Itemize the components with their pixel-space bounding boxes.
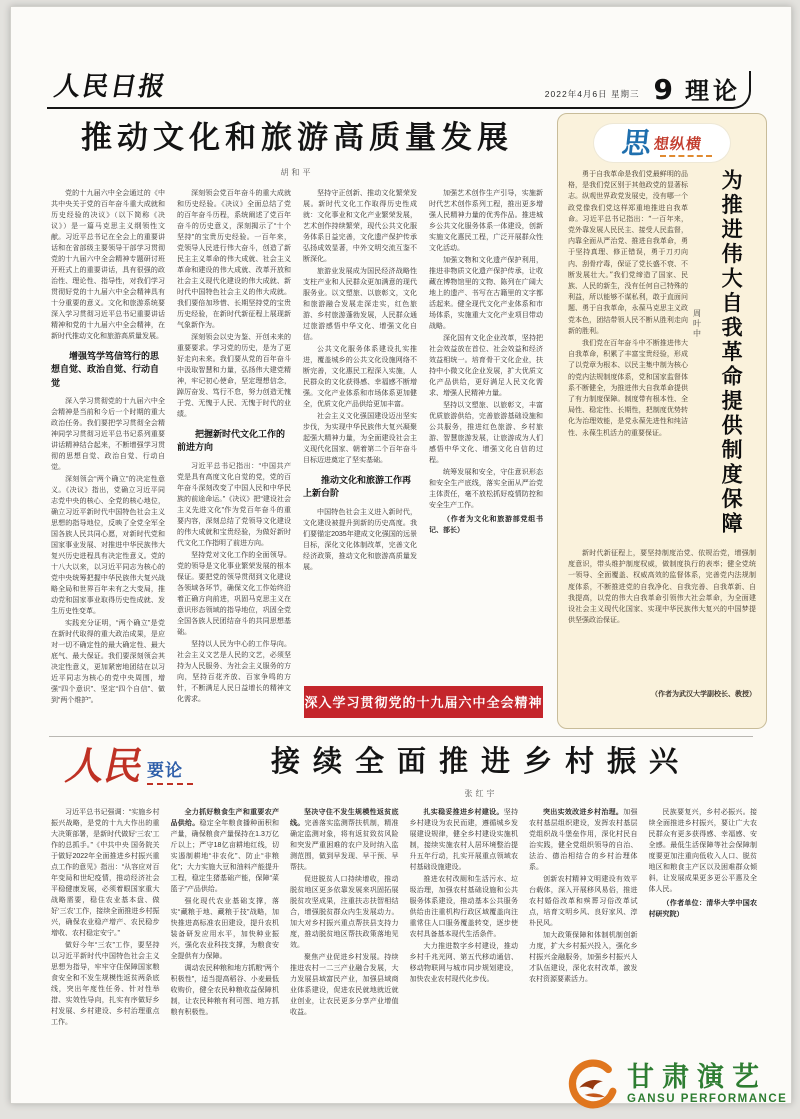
masthead [47,63,755,109]
body-paragraph: 大力推进数字乡村建设，推动乡村千兆光网、第五代移动通信、移动物联网与城市同步规划建设，加快农业农村现代化步伐。 [409,943,518,983]
body-paragraph: 调动农民种粮和地方抓粮“两个积极性”，适当提高稻谷、小麦最低收购价，健全农民种粮收益保障机制，让农民种粮有利可图、地方抓粮有积极性。 [170,965,279,1016]
body-paragraph: 习近平总书记强调：“实施乡村振兴战略，是党的十九大作出的重大决策部署，是新时代做好‘三农’工作的总抓手。”《中共中央 国务院关于做好2022年全面推进乡村振兴重点工作的意见》指出：“从容应对百年变局和世纪疫情，推动经济社会平稳健康发展，必须着眼国家重大战略需要，稳住农业基本盘、做好‘三农’工作，接续全面推进乡村振兴，确保农业稳产增产、农民稳步增收、农村稳定安宁。” [51,809,160,937]
section-divider [49,736,753,737]
body-paragraph: 坚持守正创新、推动文化繁荣发展。新时代文化工作取得历史性成就：文化事业和文化产业繁荣发展，艺术创作持续繁荣，现代公共文化服务体系日益完善，文化遗产保护传承弘扬成效显著，中外文明交流互鉴不断深化。 [303,189,417,263]
theme-banner: 深入学习贯彻党的十九届六中全会精神 [304,686,543,718]
column-logo [594,124,730,162]
sidebar-title-wrap [706,169,756,541]
text-column [290,807,399,1071]
gansu-performance-logo-icon [563,1055,621,1113]
sidebar-vertical-title: 为推进伟大自我革命提供制度保障 [719,169,744,537]
body-paragraph: 促进脱贫人口持续增收，推动脱贫地区更多依靠发展来巩固拓展脱贫攻坚成果，注重扶志扶智相结合，增强脱贫群众内生发展动力。加大对乡村振兴重点帮扶县支持力度，推动脱贫地区帮扶政策落地见效。 [290,876,399,949]
body-paragraph: 旅游业发展成为国民经济战略性支柱产业和人民群众更加满意的现代服务业。以文塑旅、以旅彰文，文化和旅游融合发展走深走实，红色旅游、乡村旅游蓬勃发展，人民群众通过旅游感悟中华文化、增强文化自信。 [303,267,417,341]
paragraph-lead: 扎实稳妥推进乡村建设。 [423,809,504,816]
body-paragraph: 深刻领会以史为鉴、开创未来的重要要求。学习党的历史，是为了更好走向未来。我们要从党的百年奋斗中汲取智慧和力量，弘扬伟大建党精神，牢记初心使命，坚定理想信念，踔厉奋发、笃行不怠，努力创造无愧于党、无愧于人民、无愧于时代的业绩。 [177,333,291,418]
gansu-performance-watermark [563,1049,800,1119]
author-attribution: （作者为文化和旅游部党组书记、部长） [429,515,543,534]
sidebar-vertical-author: 周叶中 [692,309,702,339]
paragraph-lead: 坚决守住不发生规模性返贫底线。 [290,809,399,827]
body-paragraph: 聚焦产业促进乡村发展。持续推进农村一二三产业融合发展，大力发展县域富民产业，加强县域商业体系建设，促进农民就地就近就业创业，让农民更多分享产业增值收益。 [290,954,399,1016]
column-subhead: 推动文化和旅游工作再上新台阶 [303,474,412,499]
watermark-text [627,1063,787,1106]
body-paragraph: 深化国有文化企业改革，坚持把社会效益放在首位、社会效益和经济效益相统一。培育骨干文化企业，扶持中小微文化企业发展，扩大优质文化产品供给，更好满足人民文化需求、增强人民精神力量。 [429,334,543,397]
bottom-article-title: 接续全面推进乡村振兴 [270,744,691,778]
text-column [51,807,160,1071]
body-paragraph: 加强艺术创作生产引导，实施新时代艺术创作系列工程，推出更多增强人民精神力量的优秀作品。推进城乡公共文化服务体系一体建设，创新实施文化惠民工程，广泛开展群众性文化活动。 [429,189,543,252]
column-logo-rest: 想纵横 [652,134,703,153]
watermark-name-cn: 甘肃演艺 [627,1061,767,1093]
text-column [303,188,417,636]
body-paragraph: 加强文物和文化遗产保护利用，推进非物质文化遗产保护传承，让收藏在博物馆里的文物、陈列在广阔大地上的遗产、书写在古籍里的文字都活起来。健全现代文化产业体系和市场体系，实施重大文化产业项目带动战略。 [429,256,543,330]
sidebar-column-box [557,113,767,729]
pm-logo-red-part: 人民 [62,743,148,788]
body-paragraph: 推进农村改厕和生活污水、垃圾治理，加强农村基础设施和公共服务体系建设，推动基本公共服务供给由注重机构行政区域覆盖向注重常住人口服务覆盖转变，逐步使农村具备基本现代生活条件。 [409,876,518,938]
text-column [177,188,291,720]
newspaper-page [10,6,792,1104]
text-column [171,807,280,1071]
sidebar-text-column [568,169,688,541]
sidebar-attribution: （作者为武汉大学副校长、教授） [651,689,756,698]
masthead-meta [544,73,741,106]
top-article-byline: 胡和平 [280,167,314,177]
body-paragraph: 坚持党对文化工作的全面领导。党的领导是文化事业繁荣发展的根本保证。要把党的领导贯彻到文化建设各领域各环节，确保文化工作始终沿着正确方向前进，巩固马克思主义在意识形态领域的指导地位，巩固全党全国各族人民团结奋斗的共同思想基础。 [177,551,291,636]
text-column [649,807,758,1071]
top-article-title: 推动文化和旅游高质量发展 [81,120,513,156]
body-paragraph: 坚决守住不发生规模性返贫底线。完善落实监测帮扶机制，精准确定监测对象，将有返贫致贫风险和突发严重困难的农户及时纳入监测范围，做到早发现、早干预、早帮扶。 [290,809,399,871]
body-paragraph: 扎实稳妥推进乡村建设。坚持乡村建设为农民而建，遵循城乡发展建设规律，健全乡村建设实施机制，接续实施农村人居环境整治提升五年行动，扎实开展重点领域农村基础设施建设。 [409,809,518,871]
sidebar-lower-text [568,548,756,684]
body-paragraph: 实践充分证明，“两个确立”是党在新时代取得的重大政治成果，是应对一切不确定性的最大确定性、最大底气、最大保证。我们要深刻领会其决定性意义，更加紧密地团结在以习近平同志为核心的党中央周围，增强“四个意识”、坚定“四个自信”、做到“两个维护”。 [51,620,165,705]
body-paragraph: 深刻领会“两个确立”的决定性意义。《决议》指出，党确立习近平同志党中央的核心、全党的核心地位，确立习近平新时代中国特色社会主义思想的指导地位，反映了全党全军全国各族人民共同心愿，对新时代党和国家事业发展、对推进中华民族伟大复兴历史进程具有决定性意义。党的十八大以来，以习近平同志为核心的党中央统筹把握中华民族伟大复兴战略全局和世界百年未有之大变局，推动党和国家事业取得历史性成就、发生历史性变革。 [51,476,165,616]
body-paragraph: 勇于自我革命是我们党最鲜明的品格，是我们党区别于其他政党的显著标志。纵观世界政党发展史，没有哪一个政党像我们党这样郑重地推进自我革命。习近平总书记指出：“一百年来，党外靠发展人民民主、接受人民监督，内靠全面从严治党、推进自我革命，勇于坚持真理、修正错误，勇于刀刃向内、刮骨疗毒，保证了党长盛不衰、不断发展壮大。”我们党缔造了国家、民族、人民的新生，没有任何自己特殊的利益，所以能够不谋私利，敢于直面问题、勇于自我革命，永葆马克思主义政党本色，团结带领人民不断从胜利走向新的胜利。 [568,170,688,335]
author-attribution: （作者单位：清华大学中国农村研究院） [648,900,757,918]
body-paragraph: 强化现代农业基础支撑，落实“藏粮于地、藏粮于技”战略，加快推进高标准农田建设，提升农机装备研发应用水平，加快种业振兴，强化农业科技支撑，为粮食安全提供有力保障。 [170,898,279,960]
text-column [410,807,519,1071]
pm-logo-blue-part: 要论 [147,761,184,781]
bottom-article-byline: 张红宇 [464,789,498,798]
issue-date: 2022年4月6日 星期三 [544,89,640,99]
body-paragraph: 坚持以人民为中心的工作导向。社会主义文艺是人民的文艺，必须坚持为人民服务、为社会主义服务的方向，坚持百花齐放、百家争鸣的方针，不断满足人民日益增长的精神文化需求。 [177,640,291,703]
watermark-name-en: GANSU PERFORMANCE [627,1093,788,1106]
body-paragraph: 公共文化服务体系建设扎实推进，覆盖城乡的公共文化设施网络不断完善，文化惠民工程深入实施，人民群众的文化获得感、幸福感不断增强。文化产业体系和市场体系更加健全，优质文化产品供给更加丰富。 [303,345,417,408]
body-paragraph: 统筹发展和安全，守住意识形态和安全生产底线，落实全面从严治党主体责任，毫不放松抓好疫情防控和安全生产工作。 [429,468,543,509]
text-column [51,188,165,720]
column-logo-first-char: 思 [620,125,654,160]
body-paragraph: 社会主义文化强国建设迈出坚实步伐，为实现中华民族伟大复兴凝聚起强大精神力量，为全面建设社会主义现代化国家、朝着第二个百年奋斗目标迈进奠定了坚实基础。 [303,412,417,464]
top-article [51,119,543,720]
body-paragraph: 突出实效改进乡村治理。加强农村基层组织建设，发挥农村基层党组织战斗堡垒作用，深化村民自治实践，健全党组织领导的自治、法治、德治相结合的乡村治理体系。 [529,809,638,871]
body-paragraph: 加大政策保障和体制机制创新力度，扩大乡村振兴投入，强化乡村振兴金融服务，加强乡村振兴人才队伍建设，深化农村改革，激发农村资源要素活力。 [529,932,638,983]
body-paragraph: 习近平总书记指出：“中国共产党是具有高度文化自觉的党，党的百年奋斗深刻改变了中国人民和中华民族的前途命运。”《决议》把“建设社会主义先进文化”作为党百年奋斗的重要内容，深刻总结了党领导文化建设的伟大成就和宝贵经验，为做好新时代文化工作指明了前进方向。 [177,462,291,547]
section-name: 理论 [685,77,741,105]
body-paragraph: 做好今年“三农”工作，要坚持以习近平新时代中国特色社会主义思想为指导，牢牢守住保障国家粮食安全和不发生规模性返贫两条底线，突出年度性任务、针对性举措、实效性导向，扎实有序做好乡村发展、乡村建设、乡村治理重点工作。 [51,942,160,1026]
body-paragraph: 中国特色社会主义进入新时代，文化建设被提升到新的历史高度。我们要锚定2035年建成文化强国的远景目标，深化文化体制改革，完善文化经济政策，推动文化和旅游高质量发展。 [303,508,417,571]
body-paragraph: 全力抓好粮食生产和重要农产品供给。稳定全年粮食播种面积和产量，确保粮食产量保持在1.3万亿斤以上；严守18亿亩耕地红线，切实遏制耕地“非农化”、防止“非粮化”；大力实施大豆和油料产能提升工程，稳定生猪基础产能，保障“菜篮子”产品供给。 [170,809,279,893]
bottom-article-columns [51,807,757,1071]
pm-column-logo [62,743,257,799]
page-number: 9 [653,73,673,106]
body-paragraph: 我们党在百年奋斗中不断推进伟大自我革命，积累了丰富宝贵经验，形成了以党章为根本、以民主集中制为核心的党内法规制度体系，党和国家监督体系不断健全，为推进伟大自我革命提供了有力制度保障。制度带有根本性、全局性、稳定性、长期性，把制度优势转化为治理效能，是党永葆先进性和纯洁性、永葆生机活力的重要保证。 [568,339,688,437]
paper-name-logo: 人民日报 [51,72,170,102]
body-paragraph: 深刻领会党百年奋斗的重大成就和历史经验。《决议》全面总结了党的百年奋斗历程，系统阐述了党百年奋斗的历史意义，深刻揭示了“十个坚持”的宝贵历史经验。一百年来，党领导人民进行伟大奋斗，创造了新民主主义革命的伟大成就、社会主义革命和建设的伟大成就、改革开放和社会主义现代化建设的伟大成就、新时代中国特色社会主义的伟大成就。我们要倍加珍惜、长期坚持党的宝贵历史经验，在新时代新征程上展现新气象新作为。 [177,189,291,329]
body-paragraph: 新时代新征程上，要坚持制度治党、依规治党，增强制度意识，带头维护制度权威，做制度执行的表率；健全党统一领导、全面覆盖、权威高效的监督体系，完善党内法规制度体系，不断推进党的自我净化、自我完善、自我革新、自我提高，以党的伟大自我革命引领伟大社会革命，为全面建设社会主义现代化国家、实现中华民族伟大复兴的中国梦提供坚强政治保证。 [568,549,756,625]
top-article-columns [51,188,543,720]
text-column [429,188,543,636]
text-column [529,807,638,1071]
body-paragraph: 创新农村精神文明建设有效平台载体，深入开展移风易俗，推进农村婚俗改革和殡葬习俗改革试点，培育文明乡风、良好家风、淳朴民风。 [529,876,638,927]
column-subhead: 增强笃学笃信笃行的思想自觉、政治自觉、行动自觉 [51,350,160,388]
body-paragraph: 党的十九届六中全会通过的《中共中央关于党的百年奋斗重大成就和历史经验的决议》（以下简称《决议》）是一篇马克思主义纲领性文献。习近平总书记在全会上的重要讲话和在省部级主要领导干部学习贯彻党的十九届六中全会精神专题研讨班开班式上的重要讲话，具有很强的政治性、理论性、指导性，对我们学习贯彻好党的十九届六中全会精神具有十分重要的意义。文化和旅游系统要深入学习贯彻习近平总书记重要讲话精神和党的十九届六中全会精神，在新时代推动文化和旅游高质量发展。 [51,189,165,340]
body-paragraph: 深入学习贯彻党的十九届六中全会精神是当前和今后一个时期的重大政治任务。我们要把学习贯彻全会精神同学习贯彻习近平总书记系列重要讲话精神结合起来，不断增强学习贯彻的思想自觉、政治自觉、行动自觉。 [51,398,165,472]
column-subhead: 把握新时代文化工作的前进方向 [177,428,286,453]
pm-logo-blue-wrap [147,756,193,785]
body-paragraph: 坚持以文塑旅、以旅彰文，丰富优质旅游供给，完善旅游基础设施和公共服务，推进红色旅游、乡村旅游、智慧旅游发展，让旅游成为人们感悟中华文化、增强文化自信的过程。 [429,401,543,464]
paragraph-lead: 全力抓好粮食生产和重要农产品供给。 [170,809,279,827]
column-logo-subtext-decoration [660,155,712,157]
pm-logo-underline-decoration [147,783,193,785]
body-paragraph: 民族要复兴，乡村必振兴。接续全面推进乡村振兴，要让广大农民群众有更多获得感、幸福感、安全感。最低生活保障等社会保障制度要更加注重向低收入人口、脱贫地区和粮食主产区以及困难群众倾斜，让发展成果更多更公平惠及全体人民。 [648,809,757,893]
sidebar-author-column [688,169,706,541]
paragraph-lead: 突出实效改进乡村治理。 [543,809,624,816]
sidebar-body [568,169,756,541]
